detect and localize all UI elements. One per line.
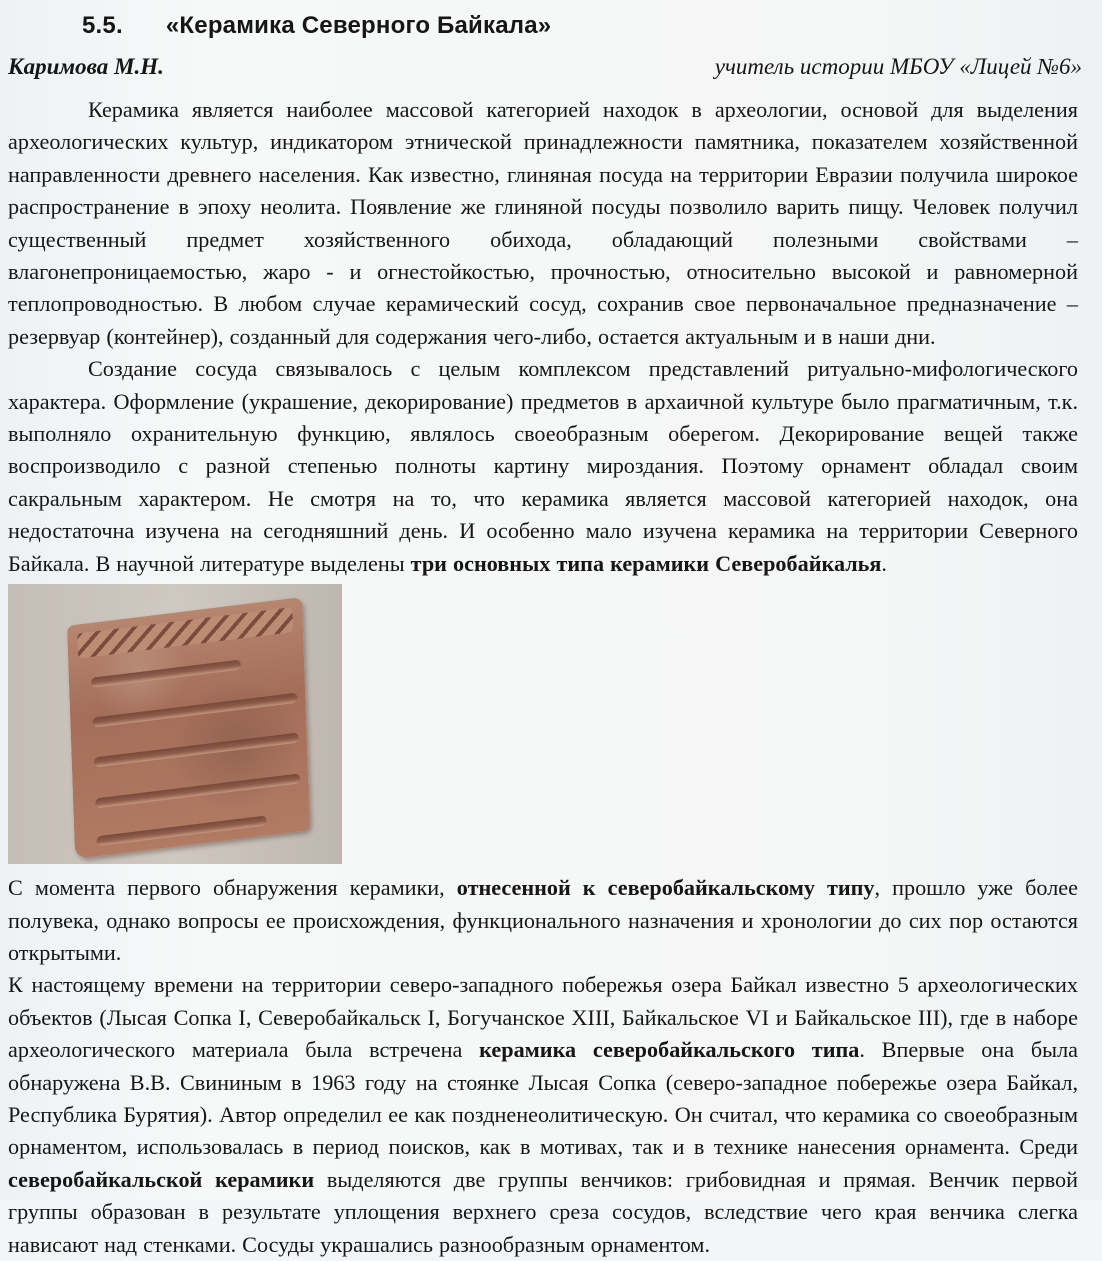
author-line <box>8 54 1082 90</box>
paragraph-current-sites-start: К настоящему времени на территории северо-западного побережья озера Байкал известно 5 археологических объектов (Лысая Сопка I, Северобайкальск I, Богучанское XIII, Байкальское VI и Байкальское III), где в наборе археологического материала была встречена <box>8 972 1078 1063</box>
paragraph-current-sites <box>8 969 1078 1261</box>
paragraph-ritual-meaning-end: . <box>881 550 887 576</box>
ornament-groove <box>95 773 300 808</box>
paragraph-ritual-meaning <box>8 353 1078 580</box>
section-number: 5.5. <box>82 12 123 39</box>
ceramic-type-emphasis: керамика северобайкальского типа <box>479 1037 860 1063</box>
section-heading <box>82 12 551 40</box>
paragraph-first-discovery <box>8 872 1078 969</box>
paragraph-ritual-meaning-text: Создание сосуда связывалось с целым комплексом представлений ритуально-мифологического характера. Оформление (украшение, декорирование) предметов в архаичной культуре было прагматичным, т.к. выполняло охранительную функцию, являлось своеобразным оберегом. Декорирование вещей также воспроизводило с разной степенью полноты картину мироздания. Поэтому орнамент обладал своим сакральным характером. Не смотря на то, что керамика является массовой категорией находок, она недостаточна изучена на сегодняшний день. И особенно мало изучена керамика на территории Северного Байкала. В научной литературе выделены <box>8 356 1078 576</box>
section-title: «Керамика Северного Байкала» <box>165 12 552 39</box>
ceramic-photo <box>8 584 342 864</box>
article-body <box>8 94 1078 1261</box>
ornament-groove <box>92 693 297 728</box>
paragraph-first-discovery-start: С момента первого обнаружения керамики, <box>8 875 457 901</box>
paragraph-current-sites-middle: . Впервые она была обнаружена В.В. Свининым в 1963 году на стоянке Лысая Сопка (северо-западное побережье озера Байкал, Республика Бурятия). Автор определил ее как поздненеолитическую. Он считал, что керамика со своеобразным орнаментом, использовалась в период поисков, как в мотивах, так и в технике нанесения орнамента. Среди <box>8 1037 1078 1160</box>
three-types-emphasis: три основных типа керамики Северобайкалья <box>410 550 882 576</box>
ceramic-fragment-image <box>67 597 310 859</box>
northbaikal-type-emphasis: отнесенной к северобайкальскому типу <box>456 875 875 901</box>
author-role: учитель истории МБОУ «Лицей №6» <box>714 54 1082 79</box>
paragraph-intro: Керамика является наиболее массовой категорией находок в археологии, основой для выделения археологических культур, индикатором этнической принадлежности памятника, показателем хозяйственной направленности древнего населения. Как известно, глиняная посуда на территории Евразии получила широкое распространение в эпоху неолита. Появление же глиняной посуды позволило варить пищу. Человек получил существенный предмет хозяйственного обихода, обладающий полезными свойствами – влагонепроницаемостью, жаро - и огнестойкостью, прочностью, относительно высокой и равномерной теплопроводностью. В любом случае керамический сосуд, сохранив свое первоначальное предназначение – резервуар (контейнер), созданный для содержания чего-либо, остается актуальным и в наши дни. <box>8 97 1078 349</box>
paragraph-current-sites-end: выделяются две группы венчиков: грибовидная и прямая. Венчик первой группы образован в результате уплощения верхнего среза сосудов, вследствие чего края венчика слегка нависают над стенками. Сосуды украшались разнообразным орнаментом. <box>8 1166 1078 1257</box>
author-name: Каримова М.Н. <box>8 54 164 79</box>
ornament-groove <box>94 733 299 768</box>
paragraph-first-discovery-end: , прошло уже более полувека, однако вопросы ее происхождения, функционального назначения и хронологии до сих пор остаются открытыми. <box>8 875 1079 965</box>
ornament-groove <box>91 660 241 688</box>
northbaikal-ceramics-emphasis: северобайкальской керамики <box>8 1166 315 1192</box>
